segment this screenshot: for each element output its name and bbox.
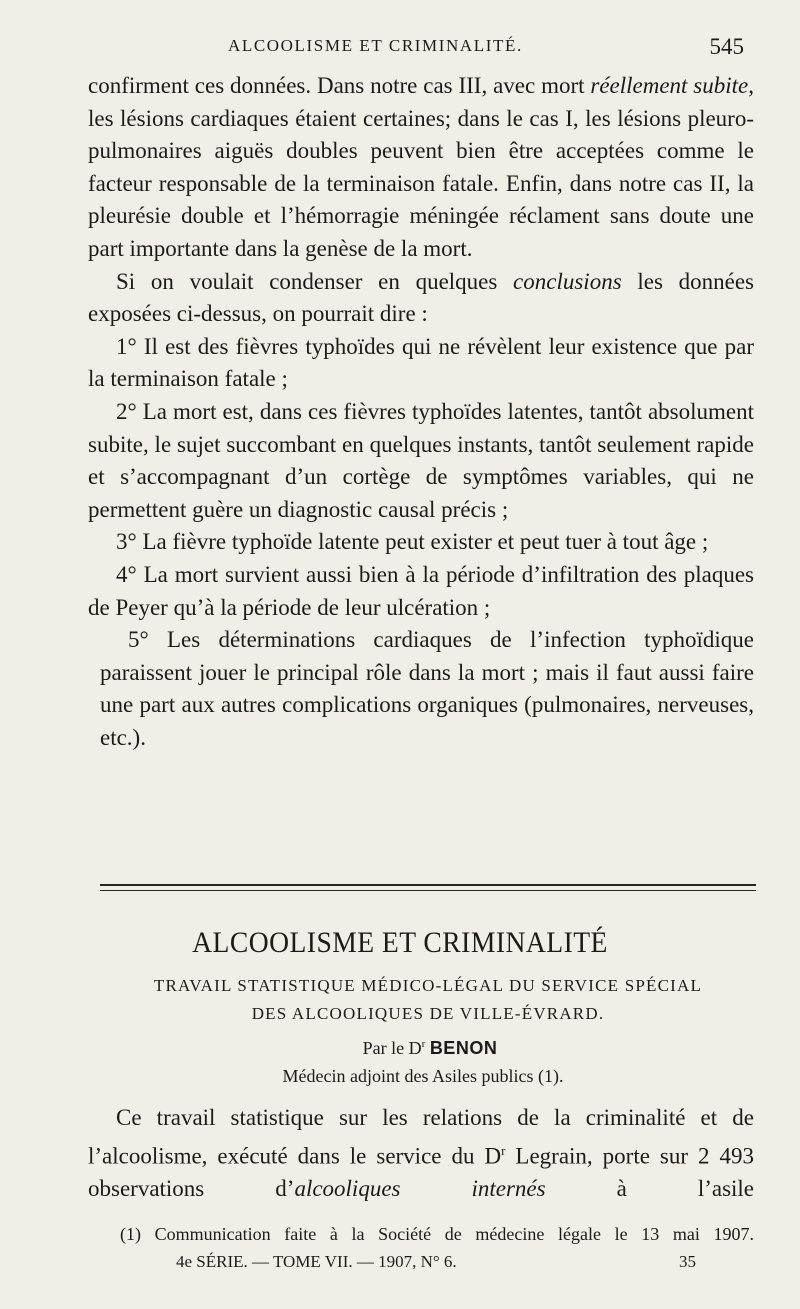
conclusion-item: 2° La mort est, dans ces fièvres typhoïdes latentes, tantôt absolument subite, le sujet succombant en quelques instants, tantôt seulement rapide et s’accompagnant d’un cortège de symptômes variables, qui ne permettent guère un diagnostic causal précis ; [88,398,754,522]
byline-superscript: r [421,1038,426,1050]
text-run: Ce travail statistique sur les relations de la criminalité et de l’alcoolisme, exécuté dans le service du D [88,1105,754,1169]
sheet-number: 35 [679,1252,696,1271]
author-affiliation: Médecin adjoint des Asiles publics (1). [282,1066,564,1086]
footnote: (1) Communication faite à la Société de médecine légale le 13 mai 1907. [120,1224,754,1244]
text-run: Legrain, porte sur 2 493 observations d’ [88,1143,754,1201]
text-run: à l’asile [545,1175,755,1201]
article-subtitle-line2: DES ALCOOLIQUES DE VILLE-ÉVRARD. [251,1004,605,1023]
paragraph-cases [88,70,754,266]
byline-prefix: Par le D [362,1038,422,1058]
paragraph-conclusions-intro [88,266,754,331]
page-number: 545 [709,34,744,59]
conclusion-item: 3° La fièvre typhoïde latente peut exister et peut tuer à tout âge ; [116,529,709,555]
series-info: 4e SÉRIE. — TOME VII. — 1907, N° 6. [176,1252,457,1271]
author-name: BENON [429,1038,498,1058]
body-text [88,70,754,754]
page-footer [176,1252,696,1276]
text-run: les données exposées ci-dessus, on pourrait dire : [88,268,754,327]
intro-paragraph [88,1102,754,1205]
superscript: r [501,1142,506,1158]
text-run: Si on voulait condenser en quelques [116,268,514,294]
running-title: ALCOOLISME ET CRIMINALITÉ. [228,36,523,55]
byline [0,1038,800,1059]
conclusion-item: 4° La mort survient aussi bien à la période d’infiltration des plaques de Peyer qu’à la période de leur ulcération ; [88,561,754,620]
italic-run: alcooliques internés [294,1175,546,1201]
italic-run: conclusions [513,268,622,294]
article-title: ALCOOLISME ET CRIMINALITÉ [192,926,608,959]
section-divider [100,884,756,891]
conclusion-item: 5° Les déterminations cardiaques de l’infection typhoïdique paraissent jouer le principal rôle dans la mort ; mais il faut aussi faire une part aux autres complications organiques (pulmonaires, nerveuses, etc.). [100,627,754,750]
italic-run: réellement subite [590,73,749,98]
article-subtitle-line1: TRAVAIL STATISTIQUE MÉDICO-LÉGAL DU SERVICE SPÉCIAL [153,976,703,995]
running-head [88,34,744,64]
conclusion-item: 1° Il est des fièvres typhoïdes qui ne révèlent leur existence que par la terminaison fatale ; [88,333,754,392]
text-run: confirment ces données. Dans notre cas III, avec mort [88,73,591,98]
text-run: , les lésions cardiaques étaient certaines; dans le cas I, les lésions pleuro-pulmonaires aiguës doubles peuvent bien être acceptées comme le facteur responsable de la terminaison fatale. Enfin, dans notre cas II, la pleurésie double et l’hémorragie méningée réclament sans doute une part importante dans la genèse de la mort. [88,73,754,261]
article-intro [88,1102,754,1205]
